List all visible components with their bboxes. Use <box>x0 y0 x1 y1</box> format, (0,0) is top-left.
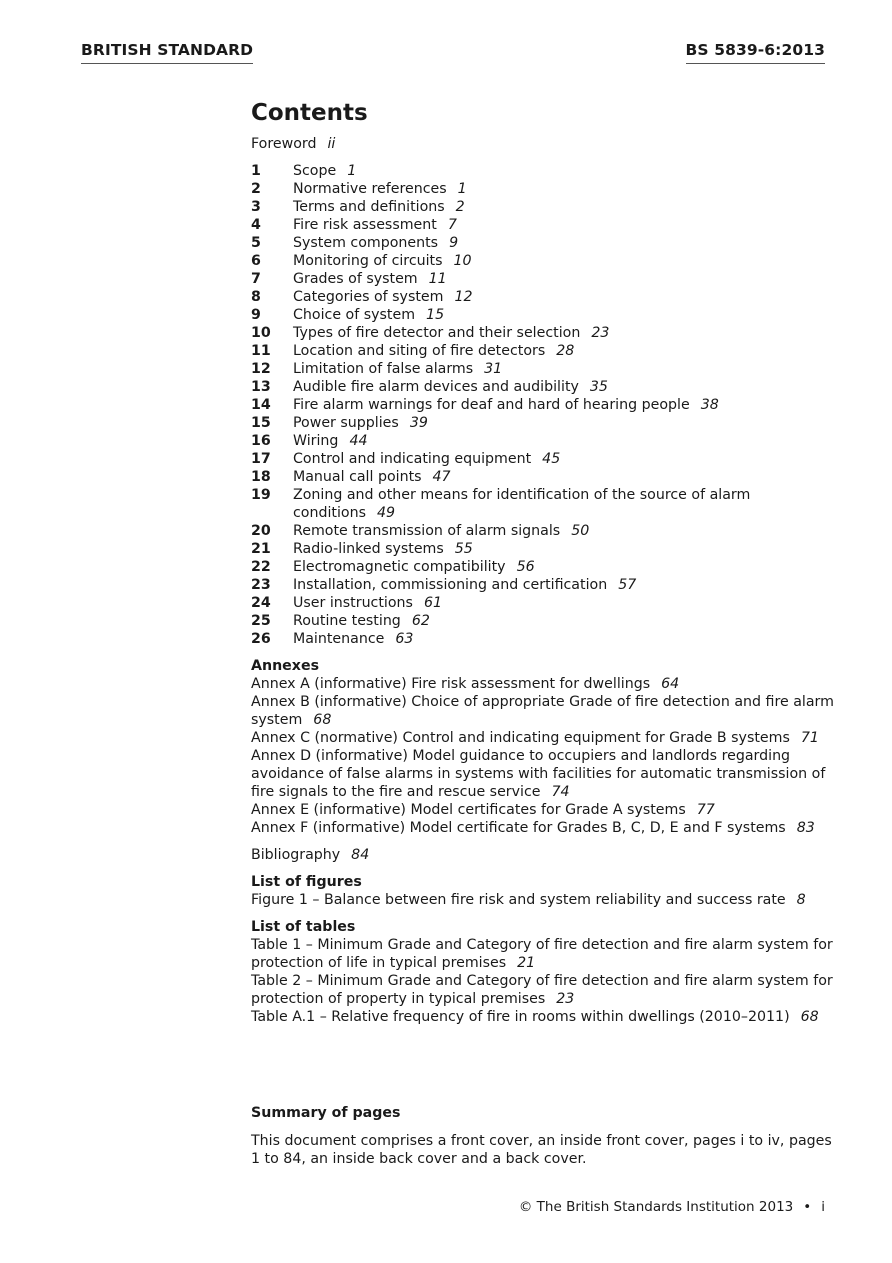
toc-entry-clause[interactable] <box>251 396 841 414</box>
toc-clause-number: 6 <box>251 253 261 269</box>
toc-clause-number: 5 <box>251 235 261 251</box>
toc-clause-number: 25 <box>251 613 271 629</box>
toc-entry-figure[interactable] <box>251 891 841 909</box>
toc-entry-title: Choice of system <box>293 307 416 323</box>
toc-entry-text <box>293 252 841 270</box>
toc-entry-text <box>293 216 841 234</box>
running-header-left: BRITISH STANDARD <box>81 40 253 64</box>
toc-entry-clause[interactable] <box>251 450 841 468</box>
toc-page-number: 23 <box>591 325 610 341</box>
toc-entry-clause[interactable] <box>251 360 841 378</box>
page-number: i <box>821 1199 825 1215</box>
toc-clause-number: 16 <box>251 433 271 449</box>
toc-clause-number: 13 <box>251 379 271 395</box>
toc-entry-text <box>293 162 841 180</box>
toc-entry-clause[interactable] <box>251 252 841 270</box>
toc-entry-annex[interactable] <box>251 675 841 693</box>
toc-entry-text <box>293 594 841 612</box>
toc-page-number: 11 <box>428 271 447 287</box>
toc-page-number: 35 <box>589 379 608 395</box>
summary-of-pages <box>251 1104 841 1168</box>
toc-page-number: 74 <box>551 784 570 800</box>
toc-page-number: 49 <box>377 505 396 521</box>
toc-entry-clause[interactable] <box>251 540 841 558</box>
toc-entry-clause[interactable] <box>251 522 841 540</box>
toc-entry-clause[interactable] <box>251 288 841 306</box>
summary-title: Summary of pages <box>251 1105 401 1121</box>
toc-page-number: 62 <box>411 613 430 629</box>
toc-entry-title: Maintenance <box>293 631 385 647</box>
figures-heading: List of figures <box>251 874 362 890</box>
toc-entry-title: Bibliography <box>251 847 341 863</box>
toc-clause-number: 4 <box>251 217 261 233</box>
toc-entry-text <box>293 540 841 558</box>
toc-entry-clause[interactable] <box>251 324 841 342</box>
toc-entry-title: Zoning and other means for identification of the source of alarm conditions <box>293 487 751 521</box>
tables-heading: List of tables <box>251 919 356 935</box>
toc-entry-title: Audible fire alarm devices and audibility <box>293 379 579 395</box>
toc-clause-number: 18 <box>251 469 271 485</box>
toc-clause-number: 8 <box>251 289 261 305</box>
toc-entry-text <box>293 360 841 378</box>
toc-entry-title: Categories of system <box>293 289 444 305</box>
toc-page-number: 2 <box>455 199 465 215</box>
toc-page-number: 31 <box>484 361 503 377</box>
toc-clause-number: 11 <box>251 343 271 359</box>
toc-page-number: 28 <box>556 343 575 359</box>
toc-entry-title: Routine testing <box>293 613 401 629</box>
toc-entry-foreword[interactable] <box>251 135 841 153</box>
toc-entry-text <box>293 576 841 594</box>
page-footer <box>519 1198 825 1216</box>
toc-page-number: 8 <box>796 892 806 908</box>
toc-clause-number: 12 <box>251 361 271 377</box>
toc-entry-clause[interactable] <box>251 468 841 486</box>
toc-page-number: 10 <box>453 253 472 269</box>
toc-page-number: 68 <box>313 712 332 728</box>
toc-entry-title: Fire alarm warnings for deaf and hard of hearing people <box>293 397 690 413</box>
toc-entry-clause[interactable] <box>251 630 841 648</box>
toc-entry-title: Annex F (informative) Model certificate for Grades B, C, D, E and F systems <box>251 820 786 836</box>
toc-clause-number: 2 <box>251 181 261 197</box>
figure-list <box>251 891 841 909</box>
toc-entry-table[interactable] <box>251 936 841 972</box>
table-list <box>251 936 841 1026</box>
toc-entry-clause[interactable] <box>251 594 841 612</box>
toc-entry-title: Annex A (informative) Fire risk assessment for dwellings <box>251 676 651 692</box>
toc-clause-number: 15 <box>251 415 271 431</box>
toc-page-number: 1 <box>347 163 357 179</box>
toc-entry-title: Table 2 – Minimum Grade and Category of fire detection and fire alarm system for protection of property in typical premises <box>251 973 833 1007</box>
toc-entry-title: Installation, commissioning and certification <box>293 577 608 593</box>
running-header-right: BS 5839-6:2013 <box>686 40 825 64</box>
toc-entry-annex[interactable] <box>251 819 841 837</box>
toc-entry-title: Annex D (informative) Model guidance to occupiers and landlords regarding avoidance of false alarms in systems with facilities for automatic transmission of fire signals to the fire and rescue service <box>251 748 826 800</box>
toc-entry-text <box>293 288 841 306</box>
toc-entry-clause[interactable] <box>251 270 841 288</box>
toc-clause-number: 3 <box>251 199 261 215</box>
toc-page-number: 84 <box>351 847 370 863</box>
toc-entry-clause[interactable] <box>251 198 841 216</box>
toc-entry-title: Annex B (informative) Choice of appropriate Grade of fire detection and fire alarm system <box>251 694 834 728</box>
toc-entry-text <box>293 180 841 198</box>
toc-entry-title: Figure 1 – Balance between fire risk and system reliability and success rate <box>251 892 786 908</box>
summary-text: This document comprises a front cover, an inside front cover, pages i to iv, pages 1 to 84, an inside back cover and a back cover. <box>251 1133 832 1167</box>
table-of-contents <box>251 98 841 1026</box>
toc-entry-annex[interactable] <box>251 747 841 801</box>
toc-page-number: 9 <box>449 235 459 251</box>
toc-page-number: 45 <box>542 451 561 467</box>
toc-entry-text <box>293 396 841 414</box>
toc-page-number: 1 <box>457 181 467 197</box>
toc-entry-title: Limitation of false alarms <box>293 361 474 377</box>
toc-entry-title: Terms and definitions <box>293 199 445 215</box>
toc-entry-clause[interactable] <box>251 612 841 630</box>
toc-entry-title: User instructions <box>293 595 413 611</box>
toc-page-number: 21 <box>517 955 536 971</box>
toc-entry-clause[interactable] <box>251 486 841 522</box>
toc-page-number: 47 <box>432 469 451 485</box>
toc-entry-text <box>293 486 841 522</box>
toc-entry-text <box>293 558 841 576</box>
toc-entry-title: Scope <box>293 163 337 179</box>
toc-page-number: 83 <box>796 820 815 836</box>
toc-page-number: 56 <box>516 559 535 575</box>
toc-page-number: 64 <box>661 676 680 692</box>
toc-entry-annex[interactable] <box>251 801 841 819</box>
toc-page-number: 61 <box>423 595 442 611</box>
toc-page-number: ii <box>327 136 336 152</box>
toc-clause-number: 26 <box>251 631 271 647</box>
toc-entry-clause[interactable] <box>251 162 841 180</box>
toc-page-number: 38 <box>700 397 719 413</box>
toc-entry-bibliography[interactable] <box>251 846 841 864</box>
toc-clause-number: 23 <box>251 577 271 593</box>
toc-clause-number: 10 <box>251 325 271 341</box>
toc-entry-text <box>293 432 841 450</box>
toc-page-number: 39 <box>409 415 428 431</box>
toc-entry-text <box>293 342 841 360</box>
toc-entry-text <box>293 468 841 486</box>
page-title: Contents <box>251 100 368 126</box>
toc-page-number: 12 <box>454 289 473 305</box>
toc-entry-table[interactable] <box>251 1008 841 1026</box>
toc-entry-title: Electromagnetic compatibility <box>293 559 506 575</box>
toc-entry-clause[interactable] <box>251 180 841 198</box>
toc-entry-clause[interactable] <box>251 234 841 252</box>
toc-entry-annex[interactable] <box>251 693 841 729</box>
toc-entry-title: Grades of system <box>293 271 418 287</box>
annex-list <box>251 675 841 837</box>
toc-entry-clause[interactable] <box>251 558 841 576</box>
toc-clause-number: 21 <box>251 541 271 557</box>
toc-page-number: 68 <box>800 1009 819 1025</box>
toc-page-number: 63 <box>395 631 414 647</box>
toc-entry-text <box>293 270 841 288</box>
toc-entry-clause[interactable] <box>251 306 841 324</box>
toc-entry-title: Fire risk assessment <box>293 217 437 233</box>
toc-entry-clause[interactable] <box>251 414 841 432</box>
footer-bullet: • <box>803 1199 812 1215</box>
toc-entry-title: Table 1 – Minimum Grade and Category of fire detection and fire alarm system for protection of life in typical premises <box>251 937 833 971</box>
toc-entry-title: Manual call points <box>293 469 422 485</box>
toc-entry-annex[interactable] <box>251 729 841 747</box>
toc-entry-title: Annex C (normative) Control and indicating equipment for Grade B systems <box>251 730 790 746</box>
toc-clause-number: 19 <box>251 487 271 503</box>
toc-entry-title: Control and indicating equipment <box>293 451 532 467</box>
toc-entry-title: Radio-linked systems <box>293 541 444 557</box>
toc-clause-number: 7 <box>251 271 261 287</box>
toc-clause-number: 14 <box>251 397 271 413</box>
toc-entry-title: Location and siting of fire detectors <box>293 343 546 359</box>
toc-entry-title: Monitoring of circuits <box>293 253 443 269</box>
toc-page-number: 50 <box>571 523 590 539</box>
toc-entry-title: Table A.1 – Relative frequency of fire in rooms within dwellings (2010–2011) <box>251 1009 790 1025</box>
toc-clause-number: 1 <box>251 163 261 179</box>
toc-entry-text <box>293 306 841 324</box>
toc-entry-title: Types of fire detector and their selection <box>293 325 581 341</box>
toc-page-number: 15 <box>426 307 445 323</box>
toc-entry-text <box>293 324 841 342</box>
toc-entry-clause[interactable] <box>251 342 841 360</box>
toc-entry-clause[interactable] <box>251 576 841 594</box>
toc-entry-table[interactable] <box>251 972 841 1008</box>
clause-list <box>251 162 841 648</box>
toc-entry-title: Normative references <box>293 181 447 197</box>
toc-entry-text <box>293 522 841 540</box>
toc-entry-text <box>293 378 841 396</box>
toc-page-number: 7 <box>447 217 457 233</box>
toc-entry-clause[interactable] <box>251 378 841 396</box>
toc-entry-text <box>293 612 841 630</box>
toc-entry-text <box>293 198 841 216</box>
toc-entry-title: System components <box>293 235 439 251</box>
annexes-heading: Annexes <box>251 658 320 674</box>
toc-entry-title: Power supplies <box>293 415 399 431</box>
toc-clause-number: 20 <box>251 523 271 539</box>
toc-page-number: 44 <box>349 433 368 449</box>
toc-entry-text <box>293 414 841 432</box>
toc-entry-clause[interactable] <box>251 432 841 450</box>
toc-entry-text <box>293 450 841 468</box>
toc-entry-title: Annex E (informative) Model certificates for Grade A systems <box>251 802 686 818</box>
toc-entry-text <box>293 234 841 252</box>
toc-entry-title: Foreword <box>251 136 317 152</box>
toc-page-number: 71 <box>800 730 819 746</box>
toc-page-number: 55 <box>454 541 473 557</box>
toc-clause-number: 22 <box>251 559 271 575</box>
toc-page-number: 23 <box>556 991 575 1007</box>
toc-page-number: 77 <box>696 802 715 818</box>
toc-entry-text <box>293 630 841 648</box>
toc-entry-clause[interactable] <box>251 216 841 234</box>
toc-entry-title: Wiring <box>293 433 339 449</box>
toc-clause-number: 9 <box>251 307 261 323</box>
toc-page-number: 57 <box>618 577 637 593</box>
toc-entry-title: Remote transmission of alarm signals <box>293 523 561 539</box>
toc-clause-number: 17 <box>251 451 271 467</box>
toc-clause-number: 24 <box>251 595 271 611</box>
copyright-text: © The British Standards Institution 2013 <box>518 1199 794 1215</box>
